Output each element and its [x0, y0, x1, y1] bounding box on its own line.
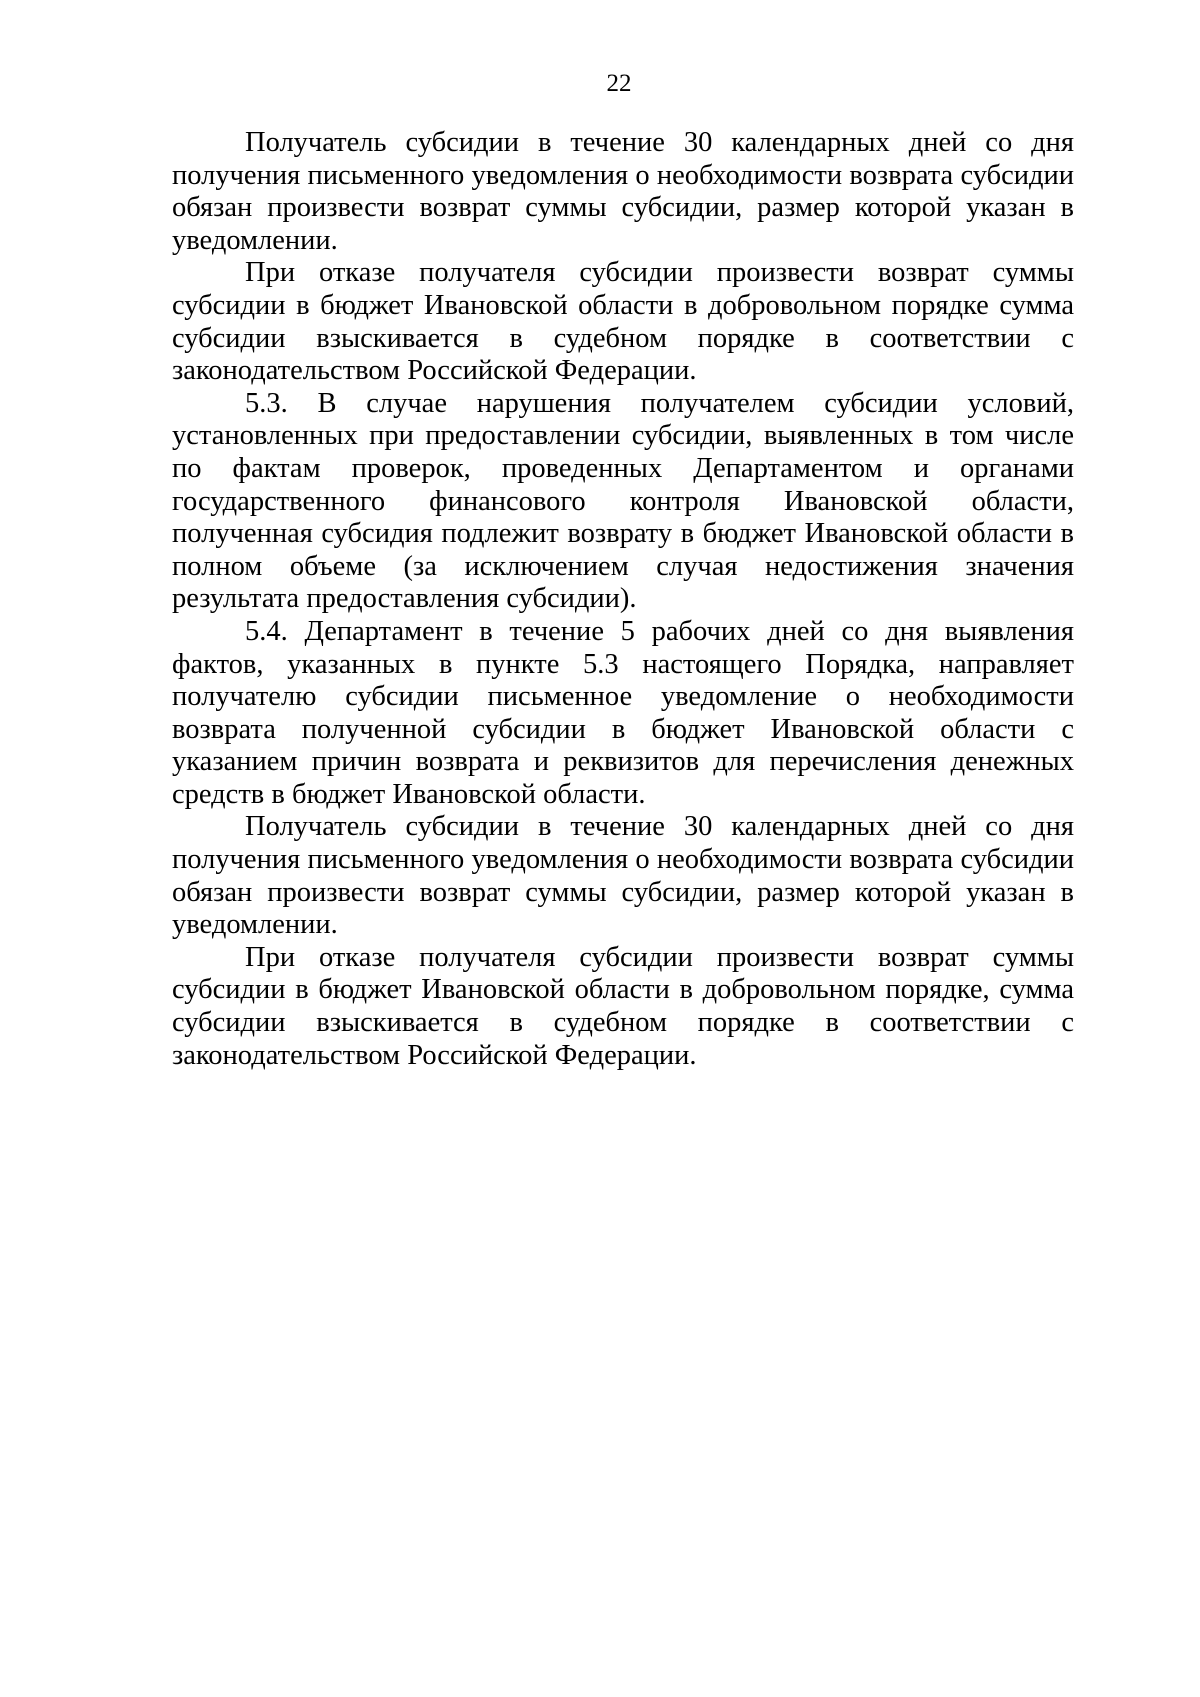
paragraph-refund-deadline: Получатель субсидии в течение 30 календарных дней со дня получения письменного уведомления о необходимости возврата субсидии обязан произвести возврат суммы субсидии, размер которой указан в уведомлении.: [172, 127, 1074, 256]
paragraph-refund-refusal-repeat: При отказе получателя субсидии произвести возврат суммы субсидии в бюджет Ивановской области в добровольном порядке, сумма субсидии взыскивается в судебном порядке в соответствии с законодательством Российской Федерации.: [172, 941, 1074, 1071]
page-number: 22: [606, 70, 632, 97]
paragraph-refund-refusal: При отказе получателя субсидии произвести возврат суммы субсидии в бюджет Ивановской области в добровольном порядке сумма субсидии взыскивается в судебном порядке в соответствии с законодательством Российской Федерации.: [172, 257, 1074, 387]
paragraph-clause-5-3: 5.3. В случае нарушения получателем субсидии условий, установленных при предоставлении субсидии, выявленных в том числе по фактам проверок, проведенных Департаментом и органами государственного финансового контроля Ивановской области, полученная субсидия подлежит возврату в бюджет Ивановской области в полном объеме (за исключением случая недостижения значения результата предоставления субсидии).: [172, 387, 1074, 615]
document-body: [172, 127, 1074, 1072]
paragraph-clause-5-4: 5.4. Департамент в течение 5 рабочих дней со дня выявления фактов, указанных в пункте 5.3 настоящего Порядка, направляет получателю субсидии письменное уведомление о необходимости возврата полученной субсидии в бюджет Ивановской области с указанием причин возврата и реквизитов для перечисления денежных средств в бюджет Ивановской области.: [172, 615, 1074, 810]
paragraph-refund-deadline-repeat: Получатель субсидии в течение 30 календарных дней со дня получения письменного уведомления о необходимости возврата субсидии обязан произвести возврат суммы субсидии, размер которой указан в уведомлении.: [172, 811, 1074, 941]
